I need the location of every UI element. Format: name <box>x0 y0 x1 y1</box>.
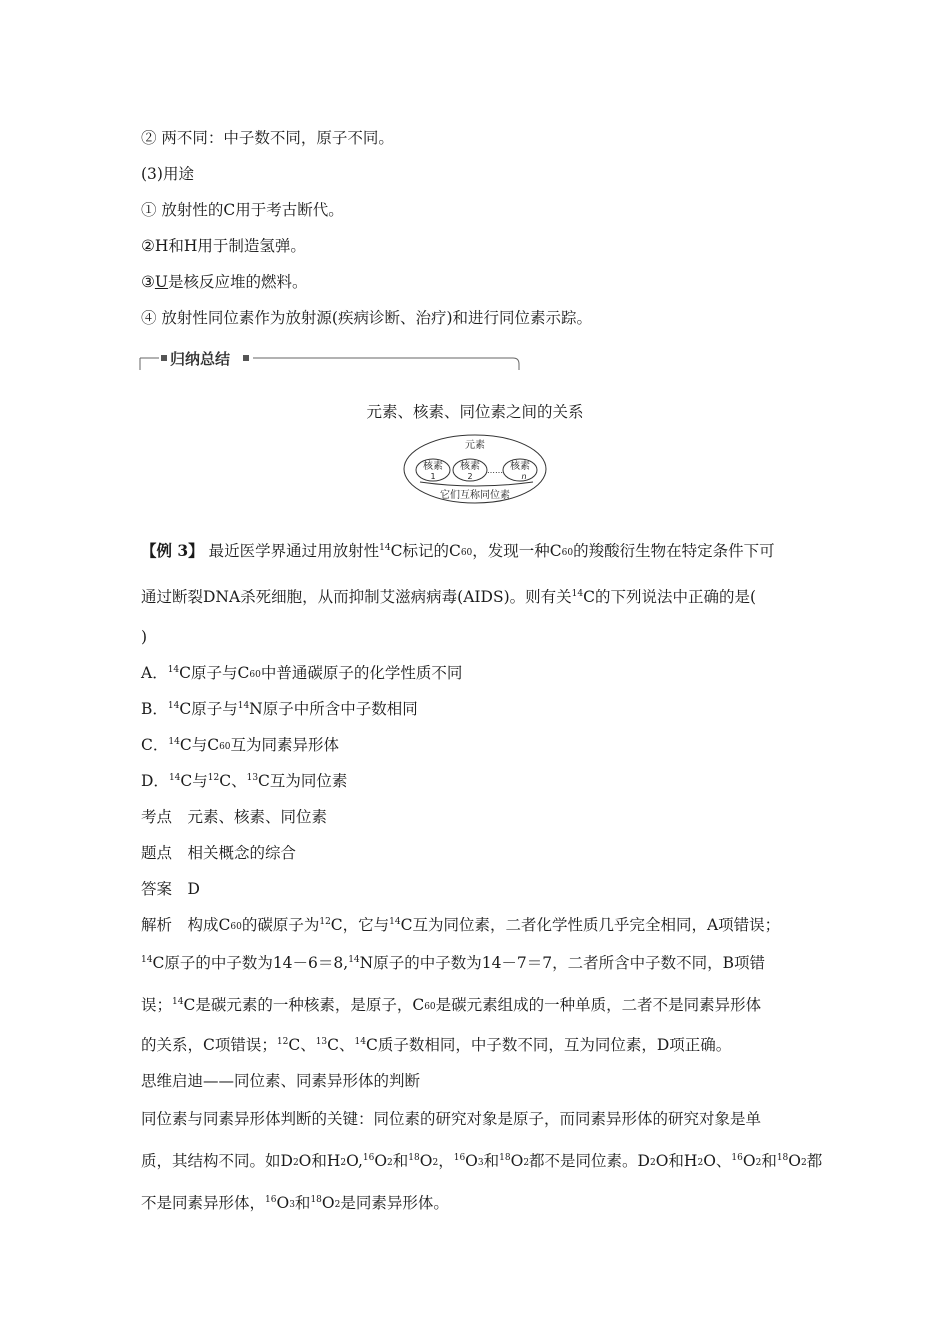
line-use-1: ① 放射性的C用于考古断代。 <box>141 201 344 219</box>
example-question-line3: ) <box>141 628 148 646</box>
svg-text:核素: 核素 <box>460 461 480 472</box>
thinking-title: 思维启迪——同位素、同素异形体的判断 <box>141 1072 421 1090</box>
line-use-4: ④ 放射性同位素作为放射源(疾病诊断、治疗)和进行同位素示踪。 <box>141 309 593 327</box>
line-uses-heading: (3)用途 <box>141 165 194 183</box>
element-label: 元素 <box>465 440 485 451</box>
thinking-line3: 不是同素异形体，$^{16}O_3$和$^{18}O_2$是同素异形体。 <box>141 1194 449 1212</box>
svg-text:n: n <box>521 472 527 481</box>
option-d: D．$^{14}$C与$^{12}$C、$^{13}$C互为同位素 <box>141 772 348 790</box>
analysis-line2: $^{14}$C原子的中子数为14－6＝8,14N原子的中子数为14－7＝7，二者所含中子数不同，B项错 <box>141 954 766 972</box>
option-a: A．$^{14}$C原子与$C_{60}$中普通碳原子的化学性质不同 <box>141 664 463 682</box>
relationship-diagram <box>400 432 550 508</box>
analysis-line3: 误；$^{14}$C是碳元素的一种核素，是原子，$C_{60}$是碳元素组成的一种单质，二者不是同素异形体 <box>141 996 762 1014</box>
svg-text:核素: 核素 <box>423 461 443 472</box>
thinking-line2: 质，其结构不同。如$D_2O$和$H_2O,^{16}O_2$和$^{18}O_2$，$^{16}O_3$和$^{18}O_2$都不是同位素。$D_2O$和$H_2O$、$^{16}O_2$和$^{18}O_2$都 <box>141 1152 823 1170</box>
isotope-label: 它们互称同位素 <box>440 490 510 501</box>
svg-text:……: …… <box>487 466 503 475</box>
example-question-line2: 通过断裂DNA杀死细胞，从而抑制艾滋病病毒(AIDS)。则有关$^{14}$C的下列说法中正确的是( <box>141 588 757 606</box>
analysis-line1: 解析 构成$C_{60}$的碳原子为$^{12}$C，它与$^{14}$C互为同位素，二者化学性质几乎完全相同，A项错误； <box>141 916 781 934</box>
option-c: C．$^{14}$C与$C_{60}$互为同素异形体 <box>141 736 340 754</box>
answer: 答案 D <box>141 880 200 898</box>
analysis-line4: 的关系，C项错误；$^{12}$C、$^{13}$C、$^{14}$C质子数相同，中子数不同，互为同位素，D项正确。 <box>141 1036 732 1054</box>
svg-text:2: 2 <box>467 472 473 481</box>
line-use-2: ②H和H用于制造氢弹。 <box>141 237 306 255</box>
option-b: B．$^{14}$C原子与$^{14}$N原子中所含中子数相同 <box>141 700 418 718</box>
thinking-line1: 同位素与同素异形体判断的关键：同位素的研究对象是原子，而同素异形体的研究对象是单 <box>141 1110 762 1128</box>
line-use-3: ③U是核反应堆的燃料。 <box>141 273 308 291</box>
line-two-differences: ② 两不同：中子数不同，原子不同。 <box>141 129 394 147</box>
svg-text:核素: 核素 <box>510 461 530 472</box>
kaodian: 考点 元素、核素、同位素 <box>141 808 328 826</box>
example-question-line1: 【例 3】 最近医学界通过用放射性$^{14}$C标记的$C_{60}$，发现一种$C_{60}$的羧酸衍生物在特定条件下可 <box>141 541 775 560</box>
diagram-title: 元素、核素、同位素之间的关系 <box>366 403 584 421</box>
summary-label: 归纳总结 <box>170 350 231 368</box>
svg-text:1: 1 <box>430 472 436 481</box>
tidian: 题点 相关概念的综合 <box>141 844 297 862</box>
